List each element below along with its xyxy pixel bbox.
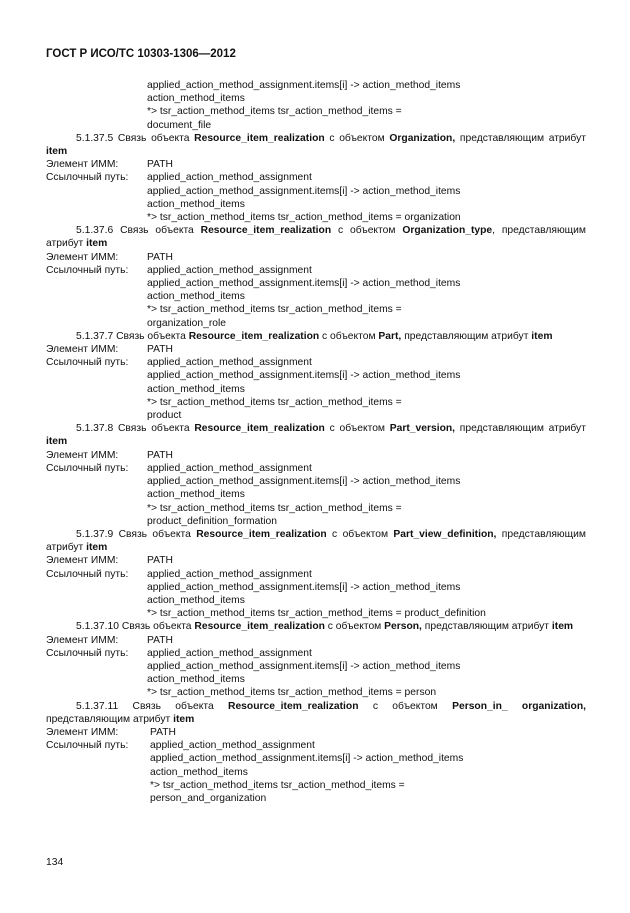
element-row: Элемент ИММ: PATH [46,159,173,171]
path-line: action_method_items [150,766,248,778]
element-row: Элемент ИММ: PATH [46,251,173,263]
section-heading-11: 5.1.37.11 Связь объекта Resource_item_realization с объектом Person_in_ organization, представляющим атрибут item [46,700,586,725]
path-row: Ссылочный путь: applied_action_method_assignment [46,172,312,184]
element-row: Элемент ИММ: PATH [46,634,173,646]
path-line: applied_action_method_assignment.items[i] -> action_method_items [147,278,461,290]
section-heading-10: 5.1.37.10 Связь объекта Resource_item_realization с объектом Person, представляющим атрибут item [76,621,574,633]
path-line: product_definition_formation [147,515,277,527]
path-line: applied_action_method_assignment.items[i] -> action_method_items [147,185,461,197]
path-row: Ссылочный путь: applied_action_method_assignment [46,568,312,580]
section-heading-8: 5.1.37.8 Связь объекта Resource_item_realization с объектом Part_version, представляющим атрибут item [46,423,586,448]
path-line: action_method_items [147,674,245,686]
element-row: Элемент ИММ: PATH [46,555,173,567]
path-line: applied_action_method_assignment.items[i] -> action_method_items [147,476,461,488]
section-heading-9: 5.1.37.9 Связь объекта Resource_item_realization с объектом Part_view_definition, представляющим атрибут item [46,528,586,554]
path-line: action_method_items [147,198,245,210]
path-row: Ссылочный путь: applied_action_method_assignment [46,740,315,752]
intro-path-line: action_method_items [147,93,245,105]
path-line: *> tsr_action_method_items tsr_action_method_items = [147,502,402,514]
path-line: action_method_items [147,291,245,303]
section-heading-7: 5.1.37.7 Связь объекта Resource_item_realization с объектом Part, представляющим атрибут item [76,330,553,342]
intro-path-line: *> tsr_action_method_items tsr_action_method_items = [147,106,402,118]
path-row: Ссылочный путь: applied_action_method_assignment [46,264,312,276]
path-line: applied_action_method_assignment.items[i] -> action_method_items [147,581,461,593]
path-line: person_and_organization [150,792,267,804]
element-row: Элемент ИММ: PATH [46,449,173,461]
path-row: Ссылочный путь: applied_action_method_assignment [46,357,312,369]
path-line: action_method_items [147,489,245,501]
path-row: Ссылочный путь: applied_action_method_assignment [46,647,312,659]
path-line: *> tsr_action_method_items tsr_action_method_items = organization [147,212,461,224]
path-line: *> tsr_action_method_items tsr_action_method_items = [150,779,405,791]
standard-header: ГОСТ Р ИСО/ТС 10303-1306—2012 [46,48,236,60]
path-line: *> tsr_action_method_items tsr_action_method_items = [147,396,402,408]
path-line: applied_action_method_assignment.items[i] -> action_method_items [150,753,464,765]
intro-path-line: applied_action_method_assignment.items[i] -> action_method_items [147,80,461,91]
document-body [46,79,586,805]
intro-path-line: document_file [147,119,212,131]
path-line: *> tsr_action_method_items tsr_action_method_items = product_definition [147,608,486,620]
path-line: *> tsr_action_method_items tsr_action_method_items = [147,304,402,316]
path-line: *> tsr_action_method_items tsr_action_method_items = person [147,687,437,699]
path-line: product [147,410,182,422]
element-row: Элемент ИММ: PATH [46,344,173,356]
path-line: applied_action_method_assignment.items[i] -> action_method_items [147,370,461,382]
element-row: Элемент ИММ: PATH [46,726,176,738]
page-number: 134 [46,857,64,868]
path-line: action_method_items [147,594,245,606]
path-row: Ссылочный путь: applied_action_method_assignment [46,462,312,474]
section-heading-5: 5.1.37.5 Связь объекта Resource_item_realization с объектом Organization, представляющим атрибут item [46,132,586,158]
path-line: organization_role [147,317,226,329]
path-line: applied_action_method_assignment.items[i] -> action_method_items [147,660,461,672]
path-line: action_method_items [147,383,245,395]
section-heading-6: 5.1.37.6 Связь объекта Resource_item_realization с объектом Organization_type, представляющим атрибут item [46,225,586,250]
